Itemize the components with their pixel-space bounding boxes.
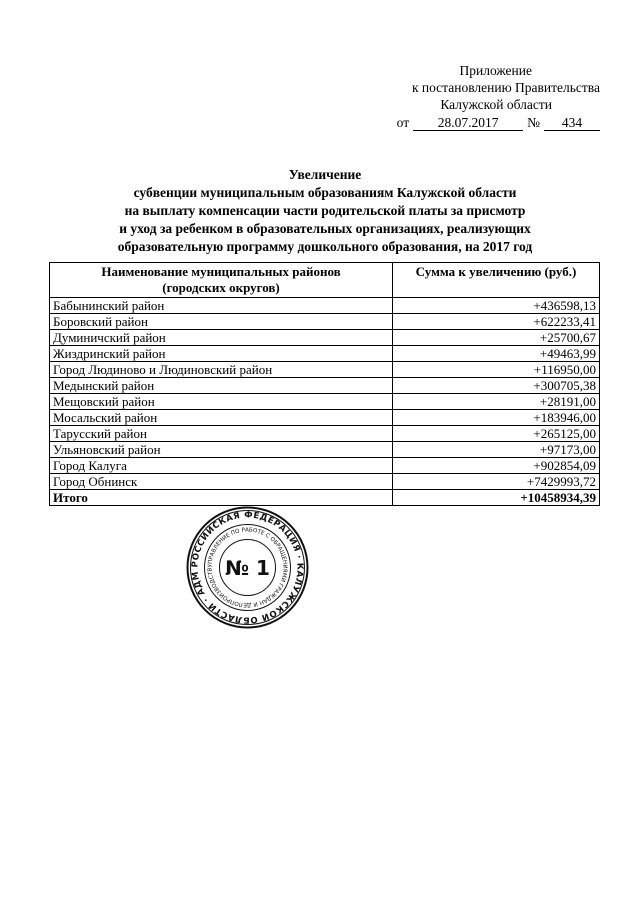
district-amount: +49463,99 (393, 346, 600, 362)
table-row (50, 362, 600, 378)
table-row (50, 330, 600, 346)
appendix-region: Калужской области (440, 97, 552, 112)
district-amount: +25700,67 (393, 330, 600, 346)
header-district-name (50, 263, 393, 298)
district-name: Думиничский район (50, 330, 393, 346)
district-name: Мосальский район (50, 410, 393, 426)
district-name: Медынский район (50, 378, 393, 394)
table-row (50, 442, 600, 458)
district-name: Город Обнинск (50, 474, 393, 490)
district-name: Мещовский район (50, 394, 393, 410)
district-amount: +28191,00 (393, 394, 600, 410)
total-amount: +10458934,39 (393, 490, 600, 506)
appendix-label: Приложение (459, 63, 532, 78)
stamp-inner-text: УПРАВЛЕНИЕ ПО РАБОТЕ С ОБРАЩЕНИЯМИ ГРАЖДАН И ДЕЛОПРОИЗВОДСТВ (207, 527, 288, 608)
title-line-2: субвенции муниципальным образованиям Калужской области (133, 185, 517, 200)
district-name: Боровский район (50, 314, 393, 330)
district-amount: +300705,38 (393, 378, 600, 394)
district-amount: +7429993,72 (393, 474, 600, 490)
district-amount: +436598,13 (393, 298, 600, 314)
district-amount: +97173,00 (393, 442, 600, 458)
appendix-block (380, 62, 600, 131)
district-amount: +902854,09 (393, 458, 600, 474)
district-amount: +183946,00 (393, 410, 600, 426)
official-stamp (185, 505, 310, 630)
header-amount: Сумма к увеличению (руб.) (393, 263, 600, 298)
title-line-3: на выплату компенсации части родительской платы за присмотр (124, 203, 526, 218)
table-row (50, 410, 600, 426)
resolution-date: 28.07.2017 (413, 116, 523, 131)
total-label: Итого (50, 490, 393, 506)
district-name: Тарусский район (50, 426, 393, 442)
district-amount: +116950,00 (393, 362, 600, 378)
stamp-number: № 1 (225, 556, 270, 580)
table-row (50, 458, 600, 474)
appendix-date-line (380, 114, 600, 131)
district-name: Ульяновский район (50, 442, 393, 458)
district-name: Жиздринский район (50, 346, 393, 362)
title-line-1: Увеличение (288, 167, 362, 182)
stamp-seal-icon (185, 505, 310, 630)
header-district-line-2: (городских округов) (162, 280, 280, 295)
district-name: Бабынинский район (50, 298, 393, 314)
district-amount: +265125,00 (393, 426, 600, 442)
table-header-row (50, 263, 600, 298)
table-row (50, 298, 600, 314)
table-row (50, 474, 600, 490)
district-name: Город Калуга (50, 458, 393, 474)
appendix-resolution: к постановлению Правительства (411, 80, 600, 95)
number-sign: № (527, 115, 540, 130)
district-name: Город Людиново и Людиновский район (50, 362, 393, 378)
district-amount: +622233,41 (393, 314, 600, 330)
title-line-5: образовательную программу дошкольного образования, на 2017 год (117, 239, 533, 254)
resolution-number: 434 (544, 116, 600, 131)
subsidy-table (49, 262, 600, 506)
table-row (50, 426, 600, 442)
total-row (50, 490, 600, 506)
table-row (50, 314, 600, 330)
table-row (50, 394, 600, 410)
date-prefix: от (396, 115, 410, 130)
stamp-outer-text: РОССИЙСКАЯ ФЕДЕРАЦИЯ · КАЛУЖСКОЙ ОБЛАСТИ · АДМ (190, 510, 305, 625)
header-district-line-1: Наименование муниципальных районов (101, 264, 341, 279)
table-row (50, 346, 600, 362)
title-line-4: и уход за ребенком в образовательных организациях, реализующих (119, 221, 531, 236)
table-row (50, 378, 600, 394)
document-title (40, 166, 610, 256)
